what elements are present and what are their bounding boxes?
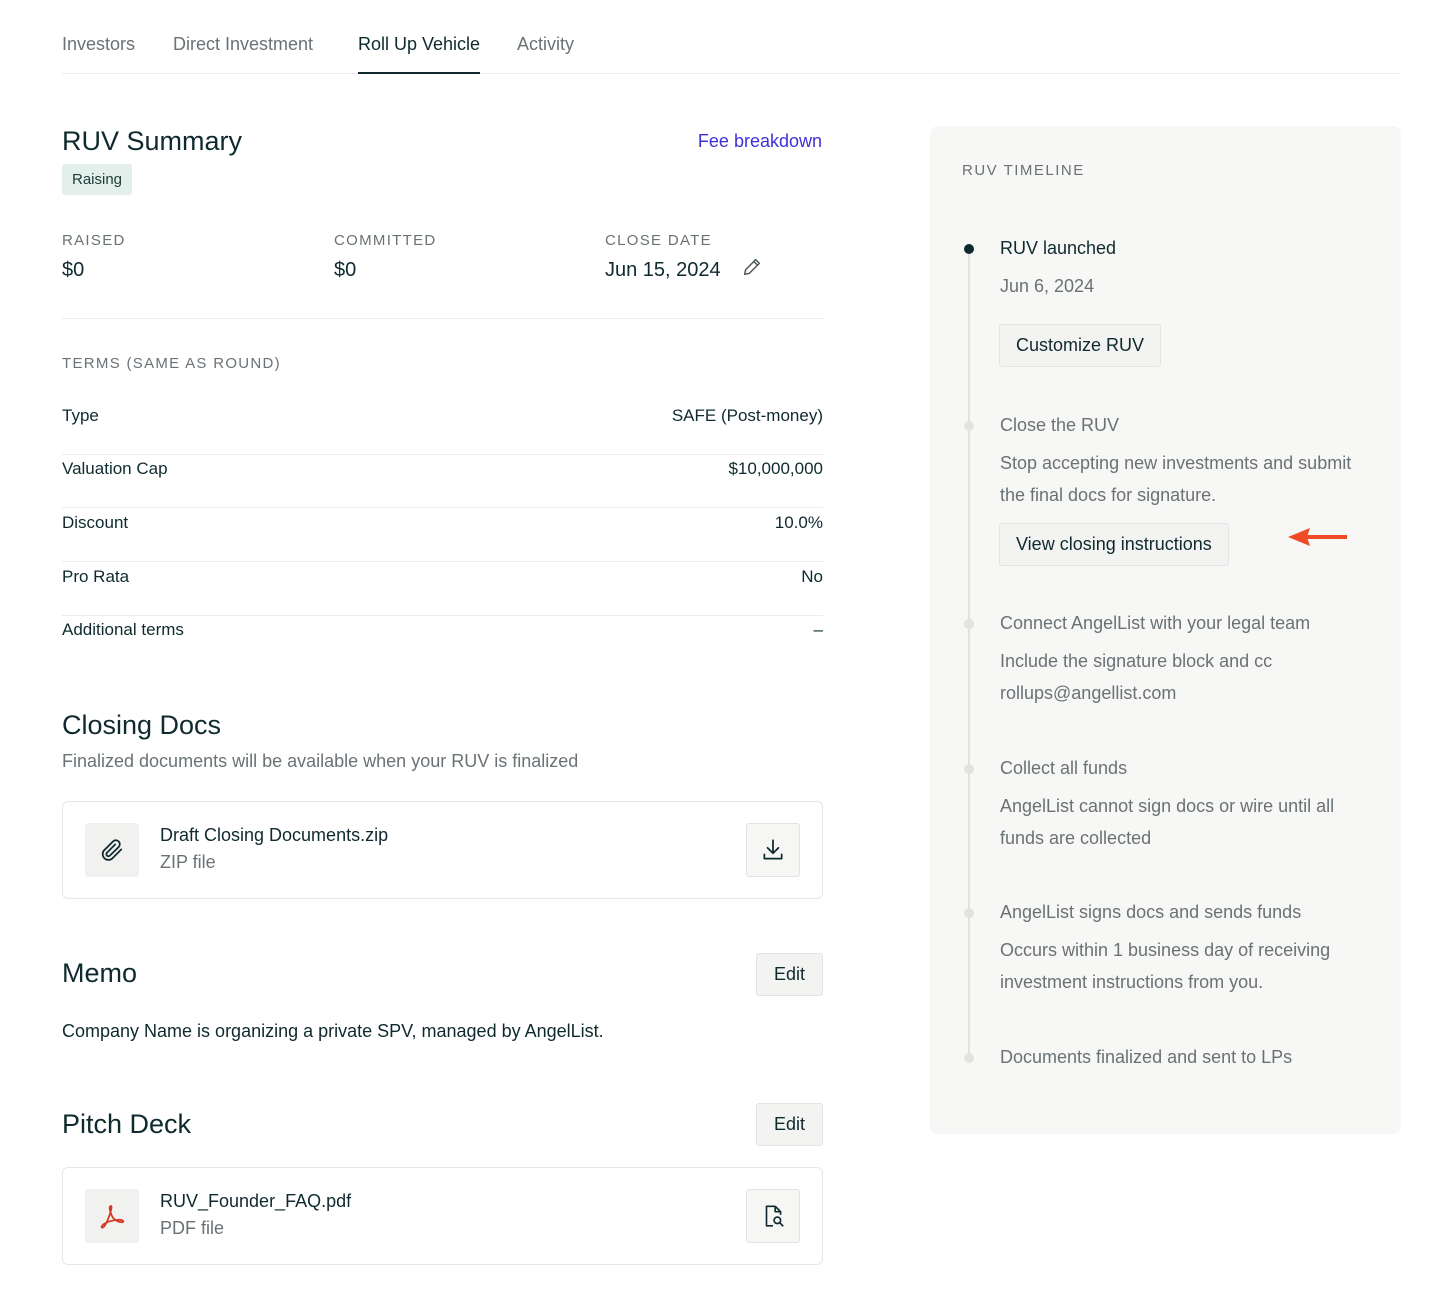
stat-value: $0 [62, 259, 85, 281]
stat-value: Jun 15, 2024 [605, 259, 721, 281]
timeline-line [968, 250, 970, 1060]
timeline-step-desc: Occurs within 1 business day of receiving investment instructions from you. [1000, 940, 1331, 992]
customize-ruv-button[interactable]: Customize RUV [999, 324, 1161, 367]
timeline-step-desc: Jun 6, 2024 [1000, 276, 1095, 296]
term-value: – [813, 620, 823, 639]
terms-heading: TERMS (SAME AS ROUND) [62, 355, 281, 372]
file-name: RUV_Founder_FAQ.pdf [160, 1191, 352, 1211]
timeline-step-title: AngelList signs docs and sends funds [1000, 902, 1302, 922]
term-key: Discount [62, 513, 129, 532]
fee-breakdown-link[interactable]: Fee breakdown [697, 131, 822, 151]
timeline-dot-active [964, 244, 974, 254]
stat-close-date [605, 232, 721, 282]
term-key: Valuation Cap [62, 459, 168, 478]
term-row-type [62, 402, 823, 455]
memo-edit-button[interactable]: Edit [756, 953, 823, 996]
timeline-step-title: RUV launched [1000, 238, 1117, 258]
term-row-additional-terms [62, 616, 823, 669]
arrow-left-icon [1286, 525, 1348, 549]
tab-bar [62, 0, 1401, 74]
stat-committed [334, 232, 437, 282]
timeline-dot [964, 619, 974, 629]
timeline-step-desc: Stop accepting new investments and submit the final docs for signature. [1000, 453, 1352, 505]
file-name: Draft Closing Documents.zip [160, 825, 389, 845]
ruv-timeline-panel [930, 126, 1401, 1134]
timeline-step-title: Documents finalized and sent to LPs [1000, 1047, 1293, 1067]
tab-activity[interactable]: Activity [517, 34, 575, 54]
tab-roll-up-vehicle[interactable]: Roll Up Vehicle [358, 34, 481, 54]
closing-docs-title: Closing Docs [62, 710, 222, 740]
timeline-step-desc: AngelList cannot sign docs or wire until all funds are collected [1000, 796, 1335, 848]
file-type: PDF file [160, 1218, 225, 1238]
memo-title: Memo [62, 958, 138, 988]
divider [62, 318, 823, 319]
timeline-dot [964, 1053, 974, 1063]
stat-label: COMMITTED [334, 232, 437, 249]
timeline-heading: RUV TIMELINE [962, 162, 1085, 179]
summary-title: RUV Summary [62, 126, 243, 156]
term-value: SAFE (Post-money) [671, 406, 823, 425]
pitch-deck-edit-button[interactable]: Edit [756, 1103, 823, 1146]
download-button[interactable] [746, 823, 800, 877]
term-value: 10.0% [774, 513, 823, 532]
pdf-icon [85, 1189, 139, 1243]
term-row-pro-rata [62, 563, 823, 616]
file-type: ZIP file [160, 852, 216, 872]
preview-button[interactable] [746, 1189, 800, 1243]
term-value: $10,000,000 [728, 459, 823, 478]
term-key: Type [62, 406, 99, 425]
pitch-deck-title: Pitch Deck [62, 1109, 192, 1139]
timeline-step-title: Connect AngelList with your legal team [1000, 613, 1311, 633]
term-row-valuation-cap [62, 455, 823, 508]
paperclip-icon [85, 823, 139, 877]
memo-text: Company Name is organizing a private SPV, managed by AngelList. [62, 1021, 604, 1041]
closing-docs-subtitle: Finalized documents will be available when your RUV is finalized [62, 751, 579, 771]
stat-value: $0 [334, 259, 357, 281]
file-search-icon [760, 1203, 786, 1229]
pitch-deck-file-card [62, 1167, 823, 1265]
stat-label: RAISED [62, 232, 126, 249]
term-key: Additional terms [62, 620, 184, 639]
timeline-step-desc: Include the signature block and cc rollups@angellist.com [1000, 651, 1273, 703]
status-badge: Raising [62, 164, 132, 195]
tab-investors[interactable]: Investors [62, 34, 136, 54]
timeline-dot [964, 764, 974, 774]
view-closing-instructions-button[interactable]: View closing instructions [999, 523, 1229, 566]
timeline-step-title: Close the RUV [1000, 415, 1120, 435]
tab-direct-investment[interactable]: Direct Investment [173, 34, 314, 54]
timeline-dot [964, 421, 974, 431]
pencil-icon[interactable] [741, 256, 763, 278]
closing-docs-file-card [62, 801, 823, 899]
term-key: Pro Rata [62, 567, 130, 586]
term-row-discount [62, 509, 823, 562]
term-value: No [801, 567, 823, 586]
stat-raised [62, 232, 126, 282]
timeline-step-title: Collect all funds [1000, 758, 1128, 778]
download-icon [760, 837, 786, 863]
stat-label: CLOSE DATE [605, 232, 712, 249]
timeline-dot [964, 908, 974, 918]
